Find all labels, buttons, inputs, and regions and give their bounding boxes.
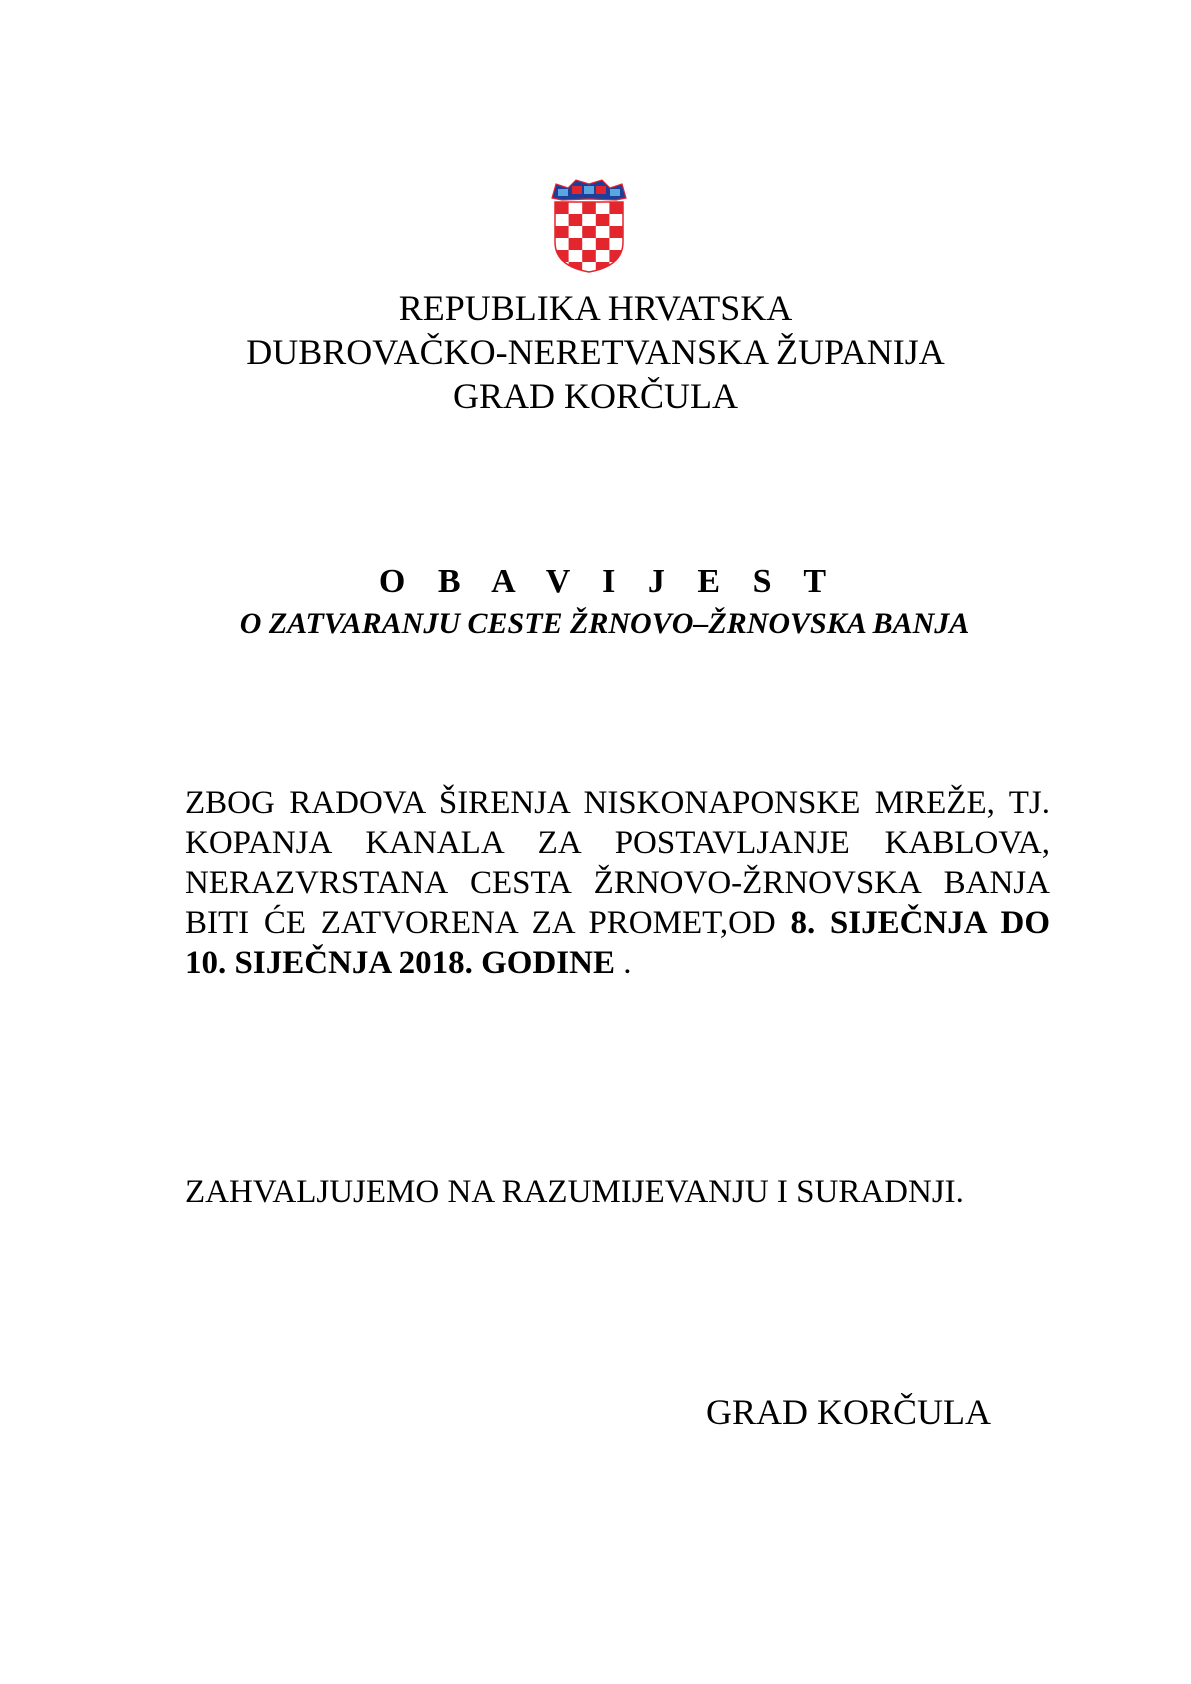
thanks-text: ZAHVALJUJEMO NA RAZUMIJEVANJU I SURADNJI.	[185, 1174, 964, 1210]
notice-body-text: ZBOG RADOVA ŠIRENJA NISKONAPONSKE MREŽE, TJ. KOPANJA KANALA ZA POSTAVLJANJE KABLOVA, NERAZVRSTANA CESTA ŽRNOVO-ŽRNOVSKA BANJA BITI ĆE ZATVORENA ZA PROMET,OD	[185, 785, 1050, 941]
header-county: DUBROVAČKO-NERETVANSKA ŽUPANIJA	[246, 332, 945, 372]
header-city: GRAD KORČULA	[452, 376, 738, 416]
croatian-coat-of-arms-icon	[550, 178, 628, 274]
notice-body	[185, 783, 1050, 983]
notice-title: O B A V I J E S T	[378, 563, 839, 600]
signature: GRAD KORČULA	[706, 1392, 992, 1432]
notice-subtitle: O ZATVARANJU CESTE ŽRNOVO–ŽRNOVSKA BANJA	[239, 607, 970, 640]
header-republic: REPUBLIKA HRVATSKA	[398, 288, 793, 328]
notice-body-end: .	[614, 945, 632, 981]
notice-body-dates: 8. SIJEČNJA DO 10. SIJEČNJA 2018. GODINE	[185, 905, 1050, 981]
